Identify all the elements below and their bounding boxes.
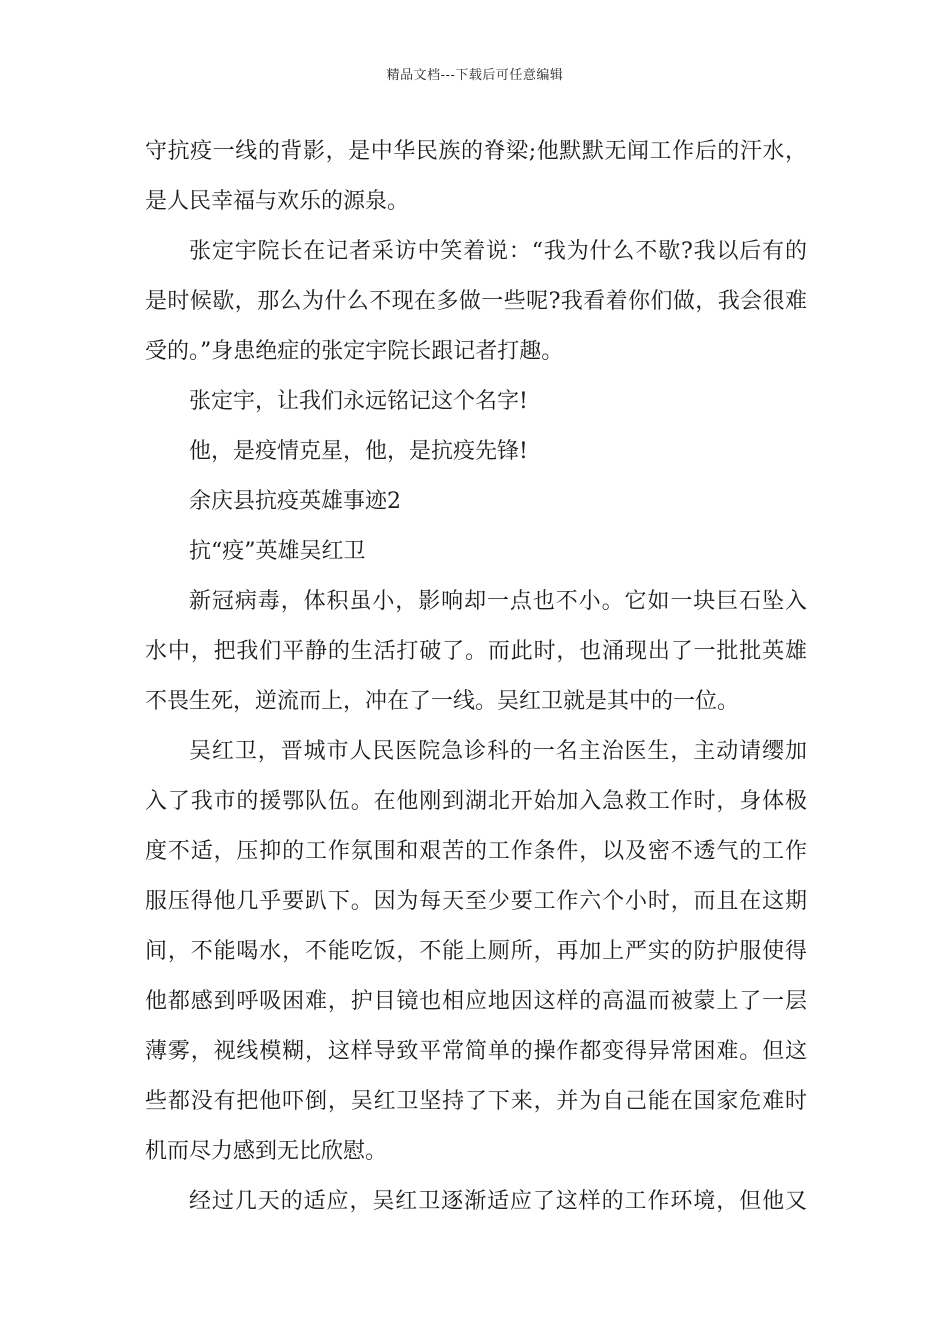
text-line: 余庆县抗疫英雄事迹2 (189, 489, 401, 514)
text-line: 新冠病毒，体积虽小，影响却一点也不小。它如一块巨石坠入 (189, 589, 807, 614)
text-line: 守抗疫一线的背影，是中华民族的脊梁;他默默无闻工作后的汗水， (145, 139, 807, 164)
text-line: 机而尽力感到无比欣慰。 (145, 1139, 388, 1164)
text-line: 受的。”身患绝症的张定宇院长跟记者打趣。 (145, 339, 564, 364)
text-line: 他，是疫情克星，他，是抗疫先锋! (189, 439, 528, 464)
text-line: 入了我市的援鄂队伍。在他刚到湖北开始加入急救工作时，身体极 (145, 789, 807, 814)
text-line: 他都感到呼吸困难，护目镜也相应地因这样的高温而被蒙上了一层 (145, 989, 807, 1014)
text-line: 度不适，压抑的工作氛围和艰苦的工作条件，以及密不透气的工作 (145, 839, 807, 864)
text-line: 薄雾，视线模糊，这样导致平常简单的操作都变得异常困难。但这 (145, 1039, 807, 1064)
text-line: 服压得他几乎要趴下。因为每天至少要工作六个小时，而且在这期 (145, 889, 807, 914)
page-header: 精品文档---下载后可任意编辑 (386, 68, 564, 83)
text-line: 间，不能喝水，不能吃饭，不能上厕所，再加上严实的防护服使得 (145, 939, 807, 964)
text-line: 不畏生死，逆流而上，冲在了一线。吴红卫就是其中的一位。 (145, 689, 740, 714)
text-line: 是时候歇，那么为什么不现在多做一些呢?我看着你们做，我会很难 (145, 289, 807, 314)
text-line: 抗“疫”英雄吴红卫 (189, 539, 366, 564)
text-line: 张定宇，让我们永远铭记这个名字! (189, 389, 528, 414)
text-line: 是人民幸福与欢乐的源泉。 (145, 189, 410, 214)
text-line: 张定宇院长在记者采访中笑着说：“我为什么不歇?我以后有的 (189, 239, 807, 264)
text-line: 经过几天的适应，吴红卫逐渐适应了这样的工作环境，但他又 (189, 1189, 807, 1214)
text-line: 吴红卫，晋城市人民医院急诊科的一名主治医生，主动请缨加 (189, 739, 807, 764)
text-line: 水中，把我们平静的生活打破了。而此时，也涌现出了一批批英雄 (145, 639, 807, 664)
text-line: 些都没有把他吓倒，吴红卫坚持了下来，并为自己能在国家危难时 (145, 1089, 807, 1114)
document-body (145, 127, 807, 1227)
